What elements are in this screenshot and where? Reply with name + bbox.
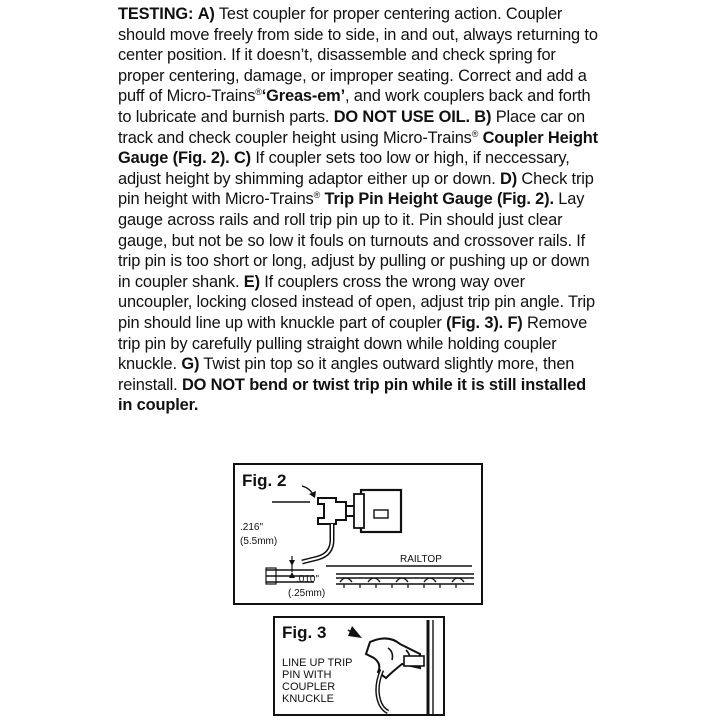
step-g-label: G): [181, 355, 200, 374]
fig3-caption-line2: PIN WITH: [282, 669, 332, 681]
fig2-title: Fig. 2: [242, 471, 287, 490]
bend-warning: DO NOT bend or twist trip pin while it is still installed in coupler.: [118, 375, 586, 415]
coupler-box-front: [354, 494, 364, 528]
greas-em-product: ‘Greas-em’: [261, 87, 345, 106]
track-rail: [336, 574, 474, 578]
dimension-arrow-up: [289, 572, 295, 578]
step-e-text: If couplers cross the wrong way over uncoupler, locking closed instead of open, adjust trip pin angle. Trip pin should line up with knuckle part of coupler: [118, 272, 595, 332]
testing-instructions: [118, 4, 600, 416]
dimension-arrow-down: [289, 560, 295, 566]
coupler-knuckle: [318, 498, 346, 524]
registered-mark: ®: [471, 128, 479, 139]
fig3-caption-line1: LINE UP TRIP: [282, 657, 353, 669]
step-f-label: F): [507, 313, 523, 332]
step-c-label: C): [234, 149, 251, 168]
fig3-caption-line3: COUPLER: [282, 681, 336, 693]
coupler-height-gauge: Coupler Height Gauge (Fig. 2).: [118, 128, 598, 168]
height-mm: (5.5mm): [240, 536, 278, 547]
fig3-diagram: [270, 614, 450, 718]
trip-pin: [302, 524, 332, 562]
railtop-label: RAILTOP: [400, 554, 442, 565]
step-a-label: A): [197, 5, 215, 23]
fig3-reference: (Fig. 3).: [446, 313, 504, 332]
step-d-label: D): [500, 169, 518, 188]
step-g-text: Twist pin top so it angles outward slightly more, then reinstall.: [118, 355, 575, 394]
step-c-text: If coupler sets too low or high, if neccessary, adjust height by shimming adaptor either up or down.: [118, 149, 570, 188]
step-d-text: Check trip pin height with Micro-Trains: [118, 169, 594, 209]
registered-mark: ®: [255, 87, 262, 98]
step-a-text-2: , and work couplers back and forth to lubricate and burnish parts.: [118, 87, 591, 126]
fig3-arrow-head: [348, 626, 362, 638]
pointer-arrow-head: [309, 491, 316, 498]
step-a-text: Test coupler for proper centering action. Coupler should move freely from side to side, in and out, always returning to center position. If it doesn’t, disassemble and check spring for proper centering, damage, or improper seating. Correct and add a puff of Micro-Trains: [118, 5, 598, 106]
fig3-title: Fig. 3: [282, 623, 327, 642]
step-f-text: Remove trip pin by carefully pulling straight down while holding coupler knuckle.: [118, 313, 588, 374]
step-d-text-2: Lay gauge across rails and roll trip pin up to it. Pin should just clear gauge, but not be so low it fouls on turnouts and crossover rails. If trip pin is too short or long, adjust by pulling or pushing up or down in coupler shank.: [118, 190, 590, 291]
pin-clearance-inches: .010": [296, 574, 320, 585]
step-b-text: Place car on track and check coupler height using Micro-Trains: [118, 107, 585, 147]
coupler-arm: [346, 506, 354, 516]
height-inches: .216": [240, 522, 264, 533]
registered-mark: ®: [313, 190, 321, 201]
fig3-caption-line4: KNUCKLE: [282, 693, 334, 705]
step-e-label: E): [243, 272, 260, 291]
pin-clearance-mm: (.25mm): [288, 588, 326, 599]
fig2-diagram: [228, 462, 490, 607]
step-b-label: B): [474, 107, 492, 126]
testing-heading: TESTING:: [118, 5, 194, 23]
trip-pin-height-gauge: Trip Pin Height Gauge (Fig. 2).: [324, 190, 554, 209]
no-oil-warning: DO NOT USE OIL.: [333, 107, 470, 126]
coupler-box-window: [374, 510, 388, 518]
coupler-shank: [404, 656, 424, 666]
